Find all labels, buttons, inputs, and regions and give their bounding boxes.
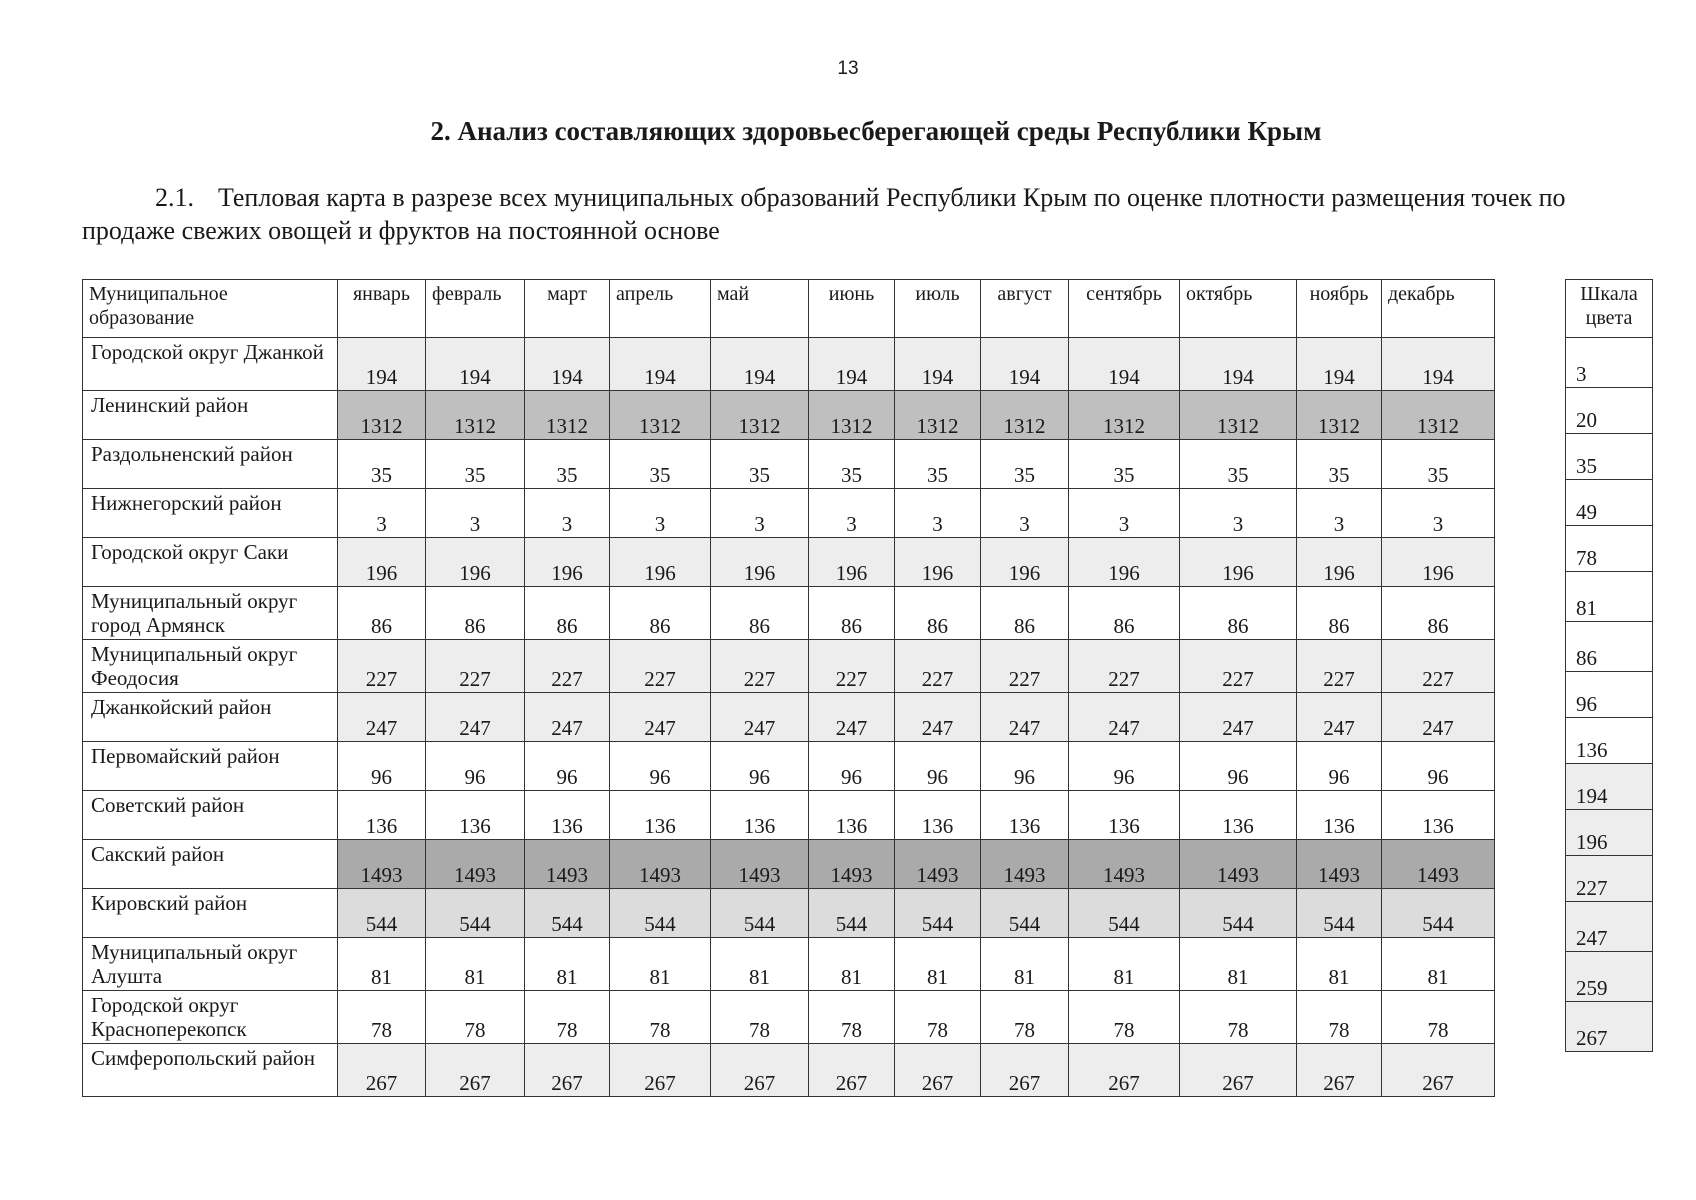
heatmap-cell: 227 (1069, 640, 1180, 693)
heatmap-cell: 194 (1382, 338, 1495, 391)
subsection-number: 2.1. (155, 183, 194, 212)
heatmap-cell: 227 (338, 640, 426, 693)
heatmap-cell: 81 (610, 938, 711, 991)
page-number: 13 (837, 58, 859, 79)
heatmap-cell: 247 (525, 693, 610, 742)
heatmap-cell: 267 (610, 1044, 711, 1097)
heatmap-cell: 267 (426, 1044, 525, 1097)
municipality-name: Муниципальный округ город Армянск (83, 587, 338, 640)
heatmap-cell: 544 (895, 889, 981, 938)
scale-row (1566, 434, 1653, 480)
heatmap-cell: 86 (610, 587, 711, 640)
heatmap-cell: 81 (1180, 938, 1297, 991)
scale-value: 267 (1566, 1002, 1653, 1052)
heatmap-cell: 35 (525, 440, 610, 489)
heatmap-cell: 196 (1180, 538, 1297, 587)
municipality-name: Городской округ Красноперекопск (83, 991, 338, 1044)
heatmap-cell: 267 (525, 1044, 610, 1097)
scale-value: 49 (1566, 480, 1653, 526)
heatmap-cell: 81 (1069, 938, 1180, 991)
heatmap-cell: 96 (809, 742, 895, 791)
scale-value: 196 (1566, 810, 1653, 856)
heatmap-cell: 196 (981, 538, 1069, 587)
heatmap-cell: 136 (1180, 791, 1297, 840)
heatmap-cell: 96 (525, 742, 610, 791)
heatmap-cell: 1493 (1180, 840, 1297, 889)
heatmap-cell: 35 (1180, 440, 1297, 489)
scale-row (1566, 1002, 1653, 1052)
heatmap-cell: 196 (895, 538, 981, 587)
heatmap-cell: 86 (895, 587, 981, 640)
header-month: апрель (610, 280, 711, 338)
heatmap-cell: 196 (1297, 538, 1382, 587)
municipality-name: Нижнегорский район (83, 489, 338, 538)
scale-row (1566, 622, 1653, 672)
heatmap-cell: 96 (895, 742, 981, 791)
heatmap-cell: 78 (1297, 991, 1382, 1044)
table-row (83, 991, 1495, 1044)
heatmap-cell: 194 (1180, 338, 1297, 391)
heatmap-cell: 81 (525, 938, 610, 991)
heatmap-cell: 3 (338, 489, 426, 538)
heatmap-cell: 86 (426, 587, 525, 640)
heatmap-cell: 1312 (610, 391, 711, 440)
heatmap-cell: 96 (610, 742, 711, 791)
heatmap-cell: 196 (711, 538, 809, 587)
scale-row (1566, 810, 1653, 856)
heatmap-cell: 1493 (426, 840, 525, 889)
table-row (83, 742, 1495, 791)
table-row (83, 693, 1495, 742)
heatmap-cell: 267 (1180, 1044, 1297, 1097)
subsection-heading (82, 181, 1622, 247)
header-month: март (525, 280, 610, 338)
heatmap-cell: 194 (525, 338, 610, 391)
heatmap-cell: 1493 (525, 840, 610, 889)
heatmap-cell: 81 (895, 938, 981, 991)
heatmap-cell: 247 (338, 693, 426, 742)
heatmap-cell: 35 (610, 440, 711, 489)
heatmap-cell: 96 (711, 742, 809, 791)
heatmap-cell: 78 (338, 991, 426, 1044)
heatmap-cell: 136 (426, 791, 525, 840)
heatmap-cell: 78 (1382, 991, 1495, 1044)
municipality-name: Раздольненский район (83, 440, 338, 489)
scale-value: 20 (1566, 388, 1653, 434)
heatmap-cell: 136 (1069, 791, 1180, 840)
scale-value: 259 (1566, 952, 1653, 1002)
scale-value: 136 (1566, 718, 1653, 764)
heatmap-cell: 78 (525, 991, 610, 1044)
heatmap-cell: 3 (1069, 489, 1180, 538)
heatmap-table (82, 279, 1495, 1097)
table-row (83, 640, 1495, 693)
heatmap-cell: 81 (1382, 938, 1495, 991)
heatmap-cell: 196 (426, 538, 525, 587)
heatmap-cell: 1493 (895, 840, 981, 889)
heatmap-cell: 196 (338, 538, 426, 587)
heatmap-cell: 227 (1180, 640, 1297, 693)
scale-row (1566, 856, 1653, 902)
heatmap-cell: 1312 (338, 391, 426, 440)
heatmap-cell: 196 (525, 538, 610, 587)
heatmap-cell: 35 (809, 440, 895, 489)
heatmap-cell: 86 (809, 587, 895, 640)
heatmap-cell: 136 (1382, 791, 1495, 840)
heatmap-cell: 227 (1297, 640, 1382, 693)
heatmap-cell: 544 (338, 889, 426, 938)
header-month: июнь (809, 280, 895, 338)
heatmap-cell: 544 (711, 889, 809, 938)
heatmap-cell: 1493 (610, 840, 711, 889)
heatmap-cell: 267 (1069, 1044, 1180, 1097)
heatmap-cell: 3 (525, 489, 610, 538)
heatmap-cell: 194 (809, 338, 895, 391)
scale-row (1566, 902, 1653, 952)
scale-row (1566, 764, 1653, 810)
heatmap-cell: 136 (1297, 791, 1382, 840)
scale-value: 96 (1566, 672, 1653, 718)
heatmap-cell: 194 (610, 338, 711, 391)
heatmap-cell: 96 (1382, 742, 1495, 791)
scale-row (1566, 952, 1653, 1002)
heatmap-cell: 544 (610, 889, 711, 938)
section-heading: 2. Анализ составляющих здоровьесберегающей среды Республики Крым (430, 116, 1322, 146)
heatmap-cell: 136 (981, 791, 1069, 840)
municipality-name: Сакский район (83, 840, 338, 889)
heatmap-cell: 86 (711, 587, 809, 640)
municipality-name: Городской округ Джанкой (83, 338, 338, 391)
scale-row (1566, 572, 1653, 622)
heatmap-cell: 1493 (711, 840, 809, 889)
scale-value: 78 (1566, 526, 1653, 572)
table-header-row (83, 280, 1495, 338)
table-row (83, 391, 1495, 440)
scale-value: 194 (1566, 764, 1653, 810)
table-row (83, 538, 1495, 587)
heatmap-cell: 3 (1382, 489, 1495, 538)
heatmap-cell: 227 (981, 640, 1069, 693)
heatmap-cell: 96 (981, 742, 1069, 791)
heatmap-cell: 35 (1297, 440, 1382, 489)
scale-value: 3 (1566, 338, 1653, 388)
color-scale-table (1565, 279, 1653, 1052)
heatmap-cell: 267 (338, 1044, 426, 1097)
heatmap-cell: 1493 (981, 840, 1069, 889)
table-row (83, 440, 1495, 489)
scale-row (1566, 338, 1653, 388)
scale-row (1566, 480, 1653, 526)
heatmap-cell: 3 (809, 489, 895, 538)
scale-row (1566, 672, 1653, 718)
heatmap-cell: 1312 (1382, 391, 1495, 440)
heatmap-cell: 1493 (1069, 840, 1180, 889)
heatmap-cell: 78 (1069, 991, 1180, 1044)
heatmap-cell: 247 (809, 693, 895, 742)
scale-header: Шкала цвета (1566, 280, 1653, 338)
heatmap-cell: 1312 (981, 391, 1069, 440)
heatmap-cell: 544 (1382, 889, 1495, 938)
heatmap-cell: 247 (895, 693, 981, 742)
heatmap-cell: 96 (1297, 742, 1382, 791)
municipality-name: Кировский район (83, 889, 338, 938)
heatmap-cell: 86 (1069, 587, 1180, 640)
heatmap-cell: 81 (1297, 938, 1382, 991)
heatmap-cell: 86 (338, 587, 426, 640)
heatmap-cell: 544 (1297, 889, 1382, 938)
heatmap-cell: 1493 (338, 840, 426, 889)
heatmap-cell: 1312 (525, 391, 610, 440)
heatmap-cell: 267 (895, 1044, 981, 1097)
table-row (83, 338, 1495, 391)
heatmap-cell: 35 (711, 440, 809, 489)
heatmap-cell: 86 (1297, 587, 1382, 640)
header-month: ноябрь (1297, 280, 1382, 338)
scale-row (1566, 388, 1653, 434)
heatmap-cell: 544 (1069, 889, 1180, 938)
table-row (83, 1044, 1495, 1097)
header-month: январь (338, 280, 426, 338)
heatmap-cell: 544 (525, 889, 610, 938)
heatmap-cell: 136 (895, 791, 981, 840)
scale-row (1566, 526, 1653, 572)
scale-value: 227 (1566, 856, 1653, 902)
heatmap-cell: 194 (895, 338, 981, 391)
heatmap-cell: 267 (1297, 1044, 1382, 1097)
header-month: сентябрь (1069, 280, 1180, 338)
heatmap-cell: 267 (1382, 1044, 1495, 1097)
heatmap-cell: 35 (981, 440, 1069, 489)
heatmap-cell: 78 (610, 991, 711, 1044)
heatmap-cell: 1312 (809, 391, 895, 440)
heatmap-cell: 544 (426, 889, 525, 938)
table-row (83, 938, 1495, 991)
table-row (83, 889, 1495, 938)
heatmap-cell: 96 (426, 742, 525, 791)
subsection-text: Тепловая карта в разрезе всех муниципальных образований Республики Крым по оценке плотности размещения точек по продаже свежих овощей и фруктов на постоянной основе (82, 183, 1566, 245)
heatmap-cell: 544 (809, 889, 895, 938)
heatmap-cell: 81 (338, 938, 426, 991)
table-row (83, 791, 1495, 840)
heatmap-cell: 247 (1069, 693, 1180, 742)
heatmap-cell: 544 (981, 889, 1069, 938)
heatmap-cell: 1493 (1297, 840, 1382, 889)
heatmap-cell: 227 (426, 640, 525, 693)
heatmap-cell: 35 (338, 440, 426, 489)
heatmap-cell: 3 (426, 489, 525, 538)
heatmap-cell: 3 (1180, 489, 1297, 538)
municipality-name: Городской округ Саки (83, 538, 338, 587)
heatmap-cell: 196 (809, 538, 895, 587)
heatmap-cell: 247 (426, 693, 525, 742)
heatmap-cell: 136 (809, 791, 895, 840)
heatmap-cell: 1493 (809, 840, 895, 889)
heatmap-cell: 227 (610, 640, 711, 693)
heatmap-cell: 96 (1069, 742, 1180, 791)
heatmap-cell: 78 (426, 991, 525, 1044)
scale-value: 81 (1566, 572, 1653, 622)
municipality-name: Советский район (83, 791, 338, 840)
heatmap-cell: 267 (981, 1044, 1069, 1097)
heatmap-cell: 247 (1382, 693, 1495, 742)
heatmap-cell: 3 (610, 489, 711, 538)
heatmap-cell: 194 (426, 338, 525, 391)
heatmap-cell: 78 (809, 991, 895, 1044)
heatmap-cell: 86 (1180, 587, 1297, 640)
heatmap-cell: 247 (610, 693, 711, 742)
heatmap-cell: 247 (711, 693, 809, 742)
heatmap-cell: 194 (711, 338, 809, 391)
heatmap-cell: 196 (1382, 538, 1495, 587)
heatmap-cell: 3 (895, 489, 981, 538)
heatmap-cell: 35 (895, 440, 981, 489)
municipality-name: Симферопольский район (83, 1044, 338, 1097)
heatmap-cell: 78 (895, 991, 981, 1044)
header-month: август (981, 280, 1069, 338)
heatmap-cell: 1312 (711, 391, 809, 440)
heatmap-cell: 1493 (1382, 840, 1495, 889)
heatmap-cell: 267 (711, 1044, 809, 1097)
heatmap-cell: 194 (1069, 338, 1180, 391)
heatmap-cell: 78 (1180, 991, 1297, 1044)
heatmap-cell: 86 (981, 587, 1069, 640)
municipality-name: Муниципальный округ Феодосия (83, 640, 338, 693)
heatmap-cell: 78 (981, 991, 1069, 1044)
heatmap-cell: 196 (610, 538, 711, 587)
heatmap-cell: 544 (1180, 889, 1297, 938)
heatmap-cell: 136 (338, 791, 426, 840)
heatmap-cell: 96 (1180, 742, 1297, 791)
header-month: июль (895, 280, 981, 338)
heatmap-cell: 1312 (1069, 391, 1180, 440)
heatmap-cell: 227 (809, 640, 895, 693)
heatmap-cell: 136 (525, 791, 610, 840)
municipality-name: Ленинский район (83, 391, 338, 440)
heatmap-cell: 196 (1069, 538, 1180, 587)
heatmap-cell: 136 (610, 791, 711, 840)
header-month: октябрь (1180, 280, 1297, 338)
table-row (83, 587, 1495, 640)
heatmap-cell: 194 (338, 338, 426, 391)
table-row (83, 489, 1495, 538)
scale-value: 86 (1566, 622, 1653, 672)
heatmap-cell: 81 (426, 938, 525, 991)
scale-value: 35 (1566, 434, 1653, 480)
heatmap-cell: 194 (981, 338, 1069, 391)
header-month: февраль (426, 280, 525, 338)
heatmap-cell: 35 (426, 440, 525, 489)
municipality-name: Джанкойский район (83, 693, 338, 742)
heatmap-cell: 247 (981, 693, 1069, 742)
heatmap-cell: 267 (809, 1044, 895, 1097)
heatmap-cell: 227 (525, 640, 610, 693)
heatmap-cell: 1312 (1297, 391, 1382, 440)
heatmap-cell: 136 (711, 791, 809, 840)
heatmap-cell: 1312 (1180, 391, 1297, 440)
heatmap-cell: 86 (1382, 587, 1495, 640)
heatmap-cell: 81 (711, 938, 809, 991)
heatmap-cell: 35 (1382, 440, 1495, 489)
heatmap-cell: 1312 (895, 391, 981, 440)
heatmap-cell: 86 (525, 587, 610, 640)
municipality-name: Муниципальный округ Алушта (83, 938, 338, 991)
heatmap-cell: 247 (1297, 693, 1382, 742)
municipality-name: Первомайский район (83, 742, 338, 791)
heatmap-cell: 81 (981, 938, 1069, 991)
heatmap-cell: 3 (1297, 489, 1382, 538)
scale-row (1566, 718, 1653, 764)
scale-value: 247 (1566, 902, 1653, 952)
scale-header-row (1566, 280, 1653, 338)
heatmap-cell: 227 (1382, 640, 1495, 693)
header-month: декабрь (1382, 280, 1495, 338)
header-month: май (711, 280, 809, 338)
header-municipality: Муниципальное образование (83, 280, 338, 338)
table-row (83, 840, 1495, 889)
heatmap-cell: 35 (1069, 440, 1180, 489)
heatmap-cell: 227 (711, 640, 809, 693)
heatmap-cell: 1312 (426, 391, 525, 440)
heatmap-cell: 227 (895, 640, 981, 693)
heatmap-cell: 81 (809, 938, 895, 991)
heatmap-cell: 3 (711, 489, 809, 538)
heatmap-cell: 3 (981, 489, 1069, 538)
heatmap-cell: 194 (1297, 338, 1382, 391)
heatmap-cell: 96 (338, 742, 426, 791)
heatmap-cell: 247 (1180, 693, 1297, 742)
heatmap-cell: 78 (711, 991, 809, 1044)
